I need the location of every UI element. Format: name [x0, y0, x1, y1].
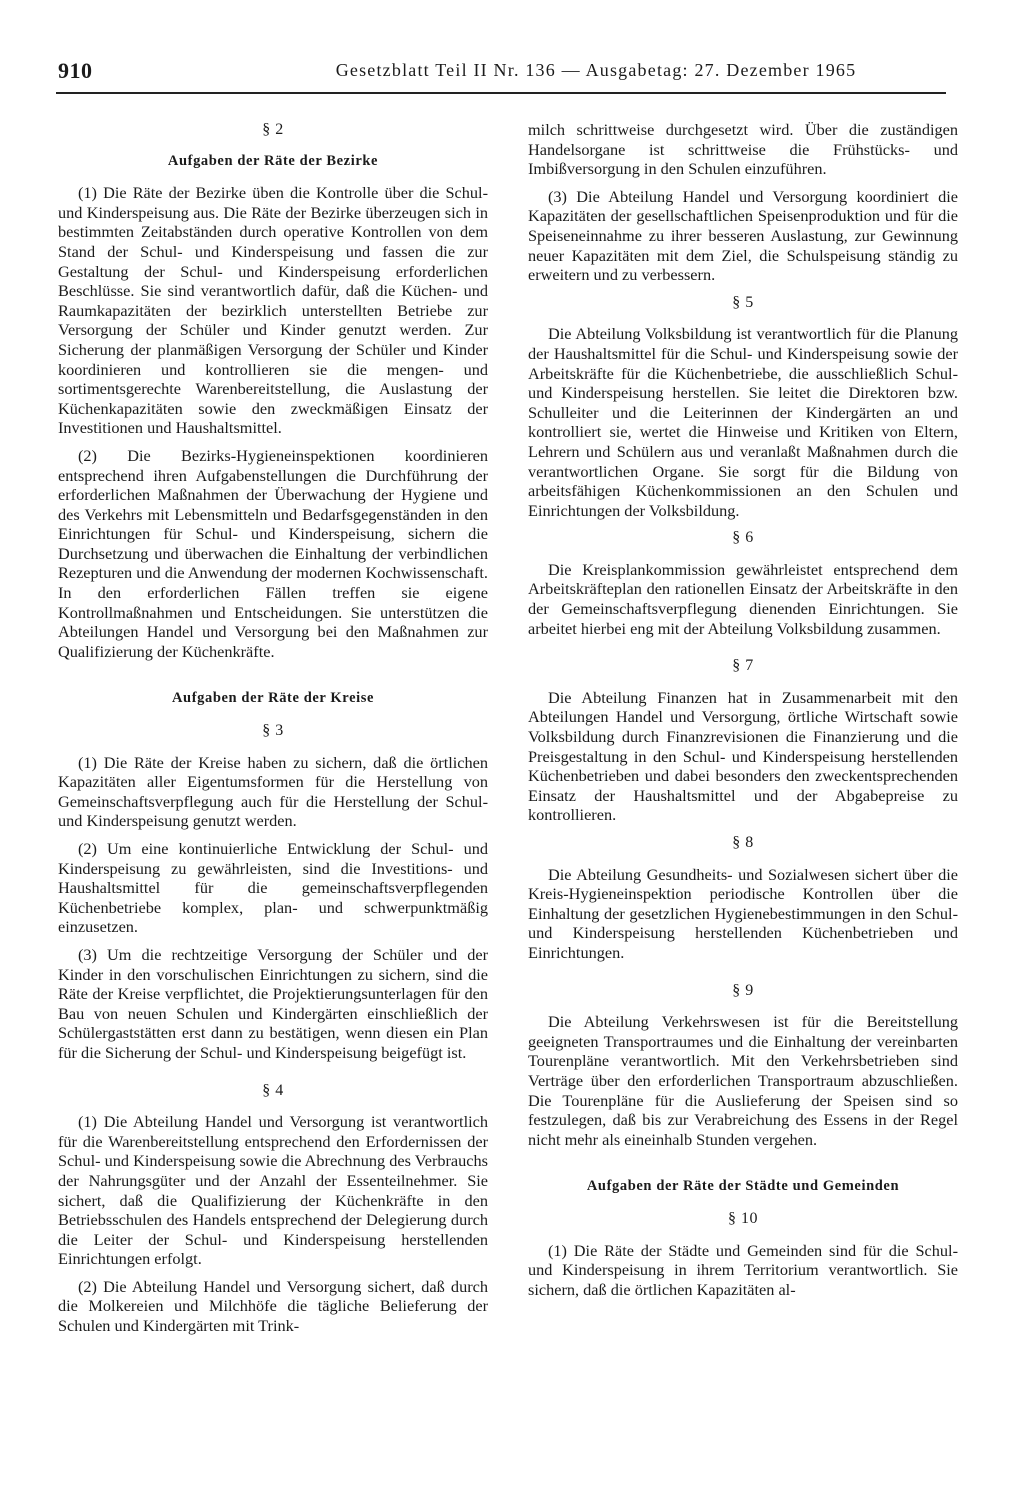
section-heading: Aufgaben der Räte der Bezirke [167, 152, 379, 169]
section-number: § 8 [732, 834, 754, 851]
paragraph: (2) Die Bezirks-Hygieneinspektionen koordinieren entsprechend ihren Aufgabenstellungen die Durchführung der erforderlichen Maßnahmen der Überwachung der Hygiene und des Verkehrs mit Lebensmitteln und Bedarfsgegenständen in den Einrichtungen für Schul- und Kinderspeisung, sichern die Durchsetzung und überwachen die Einhaltung der verbindlichen Rezepturen und die Anwendung der modernen Kochwissenschaft. In den erforderlichen Fällen treffen sie eigene Kontrollmaßnahmen und Entscheidungen. Sie unterstützen die Abteilungen Handel und Versorgung bei den Maßnahmen zur Qualifizierung der Küchenkräfte. [58, 445, 488, 661]
paragraph: (1) Die Räte der Städte und Gemeinden sind für die Schul- und Kinderspeisung in ihrem Territorium verantwortlich. Sie sichern, daß die örtlichen Kapazitäten al- [528, 1240, 958, 1299]
paragraph: Die Abteilung Finanzen hat in Zusammenarbeit mit den Abteilungen Handel und Versorgung, örtliche Wirtschaft sowie Volksbildung durch Finanzrevisionen die Finanzierung und die Preisgestaltung in den Schul- und Kinderspeisung herstellenden Küchenbetrieben und dabei besonders den zweckentsprechenden Einsatz der Haushaltsmittel und der Abgabepreise zu kontrollieren. [528, 687, 958, 825]
section-number: § 7 [732, 657, 754, 675]
left-column [58, 120, 488, 1344]
chapter-heading: Aufgaben der Räte der Kreise [171, 690, 375, 707]
section-number: § 10 [728, 1209, 758, 1227]
paragraph: Die Abteilung Gesundheits- und Sozialwesen sichert über die Kreis-Hygieneinspektion periodische Kontrollen über die Einhaltung der gesetzlichen Hygienebestimmungen in den Schul- und Kinderspeisung herstellenden Küchenbetrieben und Einrichtungen. [528, 864, 958, 962]
paragraph: (3) Um die rechtzeitige Versorgung der Schüler und der Kinder in den vorschulischen Einrichtungen zu sichern, sind die Räte der Kreise verpflichtet, die Projektierungsunterlagen für den Bau von neuen Schulen und Kindergärten einschließlich der Schülergaststätten erst dann zu bestätigen, wenn diesen ein Plan für die Sicherung der Schul- und Kinderspeisung beigefügt ist. [58, 944, 488, 1062]
running-head: Gesetzblatt Teil II Nr. 136 — Ausgabetag: 27. Dezember 1965 [335, 60, 857, 80]
paragraph: (3) Die Abteilung Handel und Versorgung koordiniert die Kapazitäten der gesellschaftlichen Speisenproduktion und für die Speiseneinnahme zu ihrer besseren Auslastung, zur Gewinnung neuer Kapazitäten mit dem Ziel, die Schulspeisung ständig zu erweitern und zu verbessern. [528, 186, 958, 285]
paragraph: (1) Die Räte der Kreise haben zu sichern, daß die örtlichen Kapazitäten aller Eigentumsformen für die Herstellung von Gemeinschaftsverpflegung auch für die Herstellung der Schul- und Kinderspeisung genutzt werden. [58, 752, 488, 831]
section-number: § 2 [262, 121, 284, 138]
section-number: § 4 [262, 1081, 284, 1099]
section-number: § 3 [262, 722, 284, 740]
paragraph: (1) Die Räte der Bezirke üben die Kontrolle über die Schul- und Kinderspeisung aus. Die Räte der Bezirke überzeugen sich in bestimmten Zeitabständen durch operative Kontrollen von dem Stand der Schul- und Kinderspeisung und fassen die zur Gestaltung der Schul- und Kinderspeisung erforderlichen Beschlüsse. Sie sind verantwortlich dafür, daß die Küchen- und Raumkapazitäten der bezirklich unterstellten Betriebe zur Versorgung der Schüler und Kinder genutzt werden. Zur Sicherung der planmäßigen Versorgung der Schüler und Kinder koordinieren und kontrollieren sie die mengen- und sortimentsgerechte Warenbereitstellung, die Auslastung der Küchenkapazitäten sowie den zweckmäßigen Einsatz der Investitionen und Haushaltsmittel. [58, 183, 488, 438]
paragraph: (1) Die Abteilung Handel und Versorgung ist verantwortlich für die Warenbereitstellung entsprechend den Erfordernissen der Schul- und Kinderspeisung sowie die Abrechnung des Verbrauchs der Nahrungsgüter und der Anzahl der Essenteilnehmer. Sie sichert, daß die Qualifizierung der Küchenkräfte in den Betriebsschulen des Handels entsprechend der Delegierung durch die Leiter der Schul- und Kinderspeisung herstellenden Einrichtungen erfolgt. [58, 1112, 488, 1269]
section-number: § 5 [732, 293, 754, 311]
section-number: § 9 [732, 981, 754, 999]
paragraph: Die Kreisplankommission gewährleistet entsprechend dem Arbeitskräfteplan den rationellen Einsatz der Arbeitskräfte in den der Gemeinschaftsverpflegung dienenden Einrichtungen. Sie arbeitet hierbei eng mit der Abteilung Volksbildung zusammen. [528, 559, 958, 638]
paragraph: (2) Um eine kontinuierliche Entwicklung der Schul- und Kinderspeisung zu gewährleisten, sind die Investitions- und Haushaltsmittel für die gemeinschaftsverpflegenden Küchenbetriebe komplex, plan- und schwerpunktmäßig einzusetzen. [58, 839, 488, 937]
paragraph: Die Abteilung Verkehrswesen ist für die Bereitstellung geeigneten Transportraumes und die Einhaltung der vereinbarten Tourenpläne verantwortlich. Mit den Verkehrsbetrieben sind Verträge über den erforderlichen Transportraum abzuschließen. Die Tourenpläne für die Auslieferung der Speisen sind so festzulegen, daß bis zur Verabreichung des Essens in der Regel nicht mehr als eineinhalb Stunden vergehen. [528, 1012, 958, 1149]
section-number: § 6 [732, 529, 754, 547]
chapter-heading: Aufgaben der Räte der Städte und Gemeinden [586, 1178, 900, 1195]
page-header [56, 58, 946, 94]
right-column [528, 120, 958, 1307]
paragraph: (2) Die Abteilung Handel und Versorgung sichert, daß durch die Molkereien und Milchhöfe die tägliche Belieferung der Schulen und Kindergärten mit Trink- [58, 1276, 488, 1336]
paragraph-continuation: milch schrittweise durchgesetzt wird. Über die zuständigen Handelsorgane ist schrittweise die Frühstücks- und Imbißversorgung in den Schulen einzuführen. [528, 120, 958, 179]
page-number: 910 [58, 58, 93, 83]
paragraph: Die Abteilung Volksbildung ist verantwortlich für die Planung der Haushaltsmittel für die Schul- und Kinderspeisung sowie der Arbeitskräfte für die Küchenbetriebe, die ausschließlich Schul- und Kinderspeisung herstellen. Sie leitet die Direktoren bzw. Schulleiter und die Leiterinnen der Kindergärten an und kontrolliert sie, wertet die Hinweise und Kritiken von Eltern, Lehrern und Schülern aus und veranlaßt Maßnahmen durch die verantwortlichen Organe. Sie sorgt für die Bildung von arbeitsfähigen Küchenkommissionen an den Schulen und Einrichtungen der Volksbildung. [528, 324, 958, 520]
